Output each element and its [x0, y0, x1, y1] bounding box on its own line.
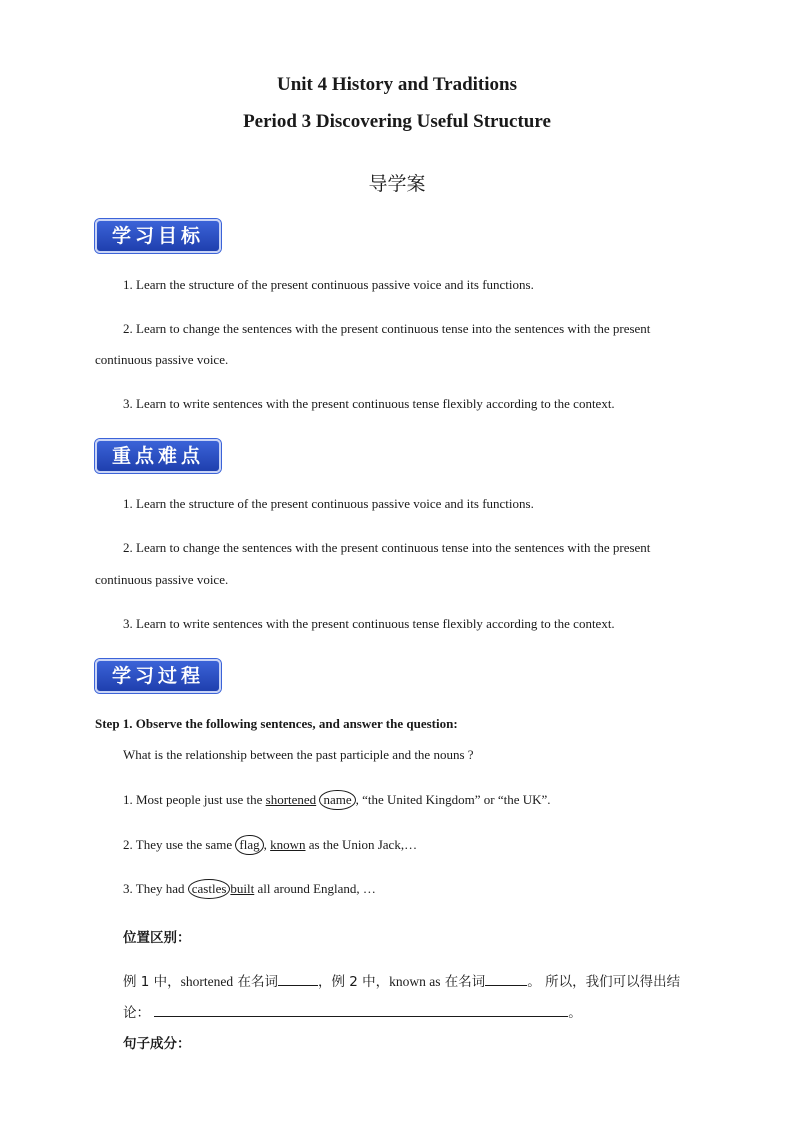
- line2-part-a: 论：: [123, 1005, 150, 1021]
- unit-title: Unit 4 History and Traditions: [276, 74, 517, 95]
- fill-in-line-1: [123, 970, 680, 990]
- circled-noun-flag: flag: [235, 835, 263, 855]
- circled-noun-castles: castles: [188, 879, 231, 899]
- sentence-3-end: all around England, …: [254, 881, 376, 896]
- blank-2[interactable]: [485, 973, 527, 986]
- blank-1[interactable]: [278, 973, 318, 986]
- blank-conclusion[interactable]: [154, 1004, 568, 1017]
- sentence-2-start: 2. They use the same: [123, 837, 236, 852]
- objective-item-2-line2: continuous passive voice.: [95, 352, 229, 367]
- key-points-badge: 重点难点: [95, 439, 221, 473]
- document-type-title: 导学案: [368, 173, 426, 195]
- key-point-item-2-line1: 2. Learn to change the sentences with the present continuous tense into the sentences with the present: [123, 540, 651, 555]
- line1-part-g: 。 所以，我们可以得出结: [527, 974, 681, 990]
- line2-end: 。: [568, 1005, 582, 1021]
- underlined-participle-known: known: [270, 837, 306, 852]
- position-difference-label: 位置区别：: [123, 930, 191, 946]
- sentence-2-end: as the Union Jack,…: [305, 837, 418, 852]
- sentence-2-comma: ,: [263, 837, 271, 852]
- objective-item-2-line1: 2. Learn to change the sentences with the present continuous tense into the sentences with the present: [123, 321, 651, 336]
- underlined-participle-shortened: shortened: [265, 792, 317, 807]
- period-title: Period 3 Discovering Useful Structure: [243, 111, 551, 132]
- circled-noun-name: name: [319, 790, 355, 810]
- example-sentence-3: [123, 879, 376, 899]
- sentence-3-start: 3. They had: [123, 881, 188, 896]
- line1-part-b: shortened: [180, 974, 234, 989]
- objective-item-1: 1. Learn the structure of the present continuous passive voice and its functions.: [123, 277, 534, 292]
- line1-part-e: known as: [389, 974, 441, 989]
- sentence-1-start: 1. Most people just use the: [123, 792, 266, 807]
- example-sentence-2: [123, 835, 417, 855]
- step-1-heading: Step 1. Observe the following sentences, and answer the question:: [95, 716, 458, 731]
- process-badge: 学习过程: [95, 659, 221, 693]
- objectives-badge: 学习目标: [95, 219, 221, 253]
- sentence-component-label: 句子成分：: [123, 1036, 191, 1052]
- example-sentence-1: [123, 790, 551, 810]
- key-point-item-3: 3. Learn to write sentences with the present continuous tense flexibly according to the context.: [123, 616, 615, 631]
- fill-in-line-2: [123, 1001, 582, 1021]
- key-point-item-2-line2: continuous passive voice.: [95, 572, 229, 587]
- sentence-1-end: , “the United Kingdom” or “the UK”.: [355, 792, 551, 807]
- underlined-participle-built: built: [230, 881, 255, 896]
- key-point-item-1: 1. Learn the structure of the present continuous passive voice and its functions.: [123, 496, 534, 511]
- line1-part-a: 例 1 中，: [123, 974, 181, 990]
- line1-part-f: 在名词: [440, 974, 486, 990]
- line1-part-c: 在名词: [233, 974, 278, 990]
- step-1-question: What is the relationship between the past participle and the nouns ?: [123, 747, 474, 762]
- line1-part-d: ，例 2 中，: [317, 974, 390, 990]
- objective-item-3: 3. Learn to write sentences with the present continuous tense flexibly according to the context.: [123, 396, 615, 411]
